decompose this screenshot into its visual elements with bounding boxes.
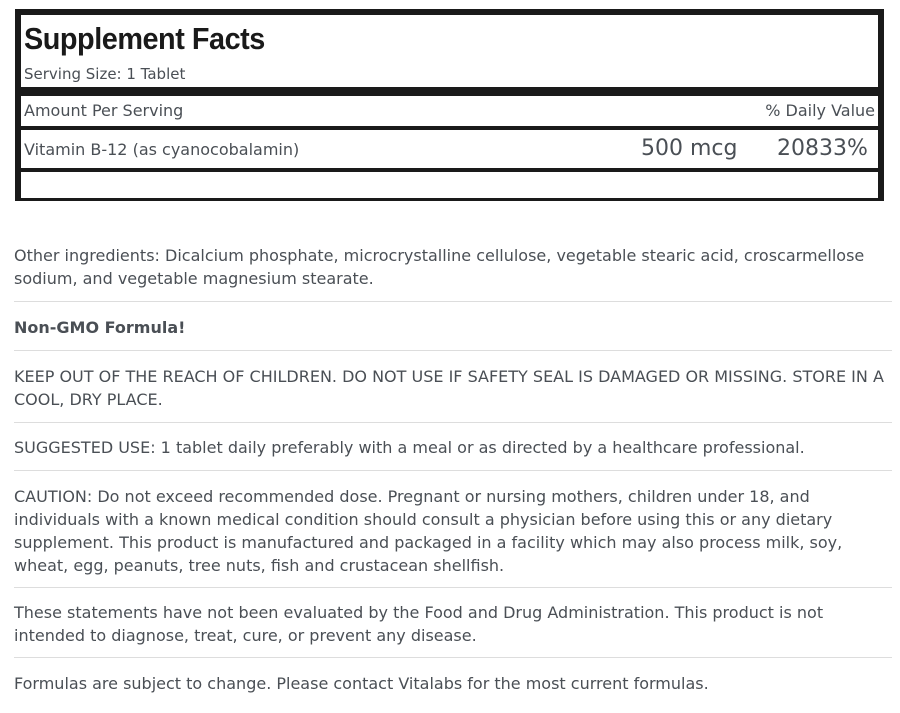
daily-value-header: % Daily Value (765, 101, 875, 120)
nutrient-name: Vitamin B-12 (as cyanocobalamin) (24, 140, 300, 159)
divider (14, 470, 892, 471)
facts-title: Supplement Facts (24, 21, 265, 56)
divider (14, 657, 892, 658)
nutrient-daily-value: 20833% (777, 136, 868, 161)
amount-per-serving-header: Amount Per Serving (24, 101, 184, 120)
non-gmo-label: Non-GMO Formula! (14, 318, 186, 337)
supplement-facts-panel (15, 9, 884, 201)
divider (14, 350, 892, 351)
other-ingredients: Other ingredients: Dicalcium phosphate, microcrystalline cellulose, vegetable stearic acid, croscarmellose sodium, and vegetable magnesium stearate. (14, 246, 865, 288)
caution-text: CAUTION: Do not exceed recommended dose. Pregnant or nursing mothers, children under 18, and individuals with a known medical condition should consult a physician before using this or any dietary supplement. This product is manufactured and packaged in a facility which may also process milk, soy, wheat, egg, peanuts, tree nuts, fish and crustacean shellfish. (14, 487, 843, 575)
formula-note: Formulas are subject to change. Please contact Vitalabs for the most current formulas. (14, 674, 709, 693)
serving-size: Serving Size: 1 Tablet (24, 65, 186, 83)
divider (14, 587, 892, 588)
nutrient-amount: 500 mcg (641, 136, 738, 161)
nutrient-row (21, 130, 878, 168)
facts-column-headers (21, 96, 878, 126)
warning-text: KEEP OUT OF THE REACH OF CHILDREN. DO NOT USE IF SAFETY SEAL IS DAMAGED OR MISSING. STORE IN A COOL, DRY PLACE. (14, 367, 884, 409)
facts-footer-empty (21, 172, 878, 198)
suggested-use: SUGGESTED USE: 1 tablet daily preferably with a meal or as directed by a healthcare professional. (14, 438, 805, 457)
divider (14, 301, 892, 302)
facts-header (21, 15, 878, 87)
fda-statement: These statements have not been evaluated by the Food and Drug Administration. This product is not intended to diagnose, treat, cure, or prevent any disease. (14, 603, 824, 645)
divider (14, 422, 892, 423)
